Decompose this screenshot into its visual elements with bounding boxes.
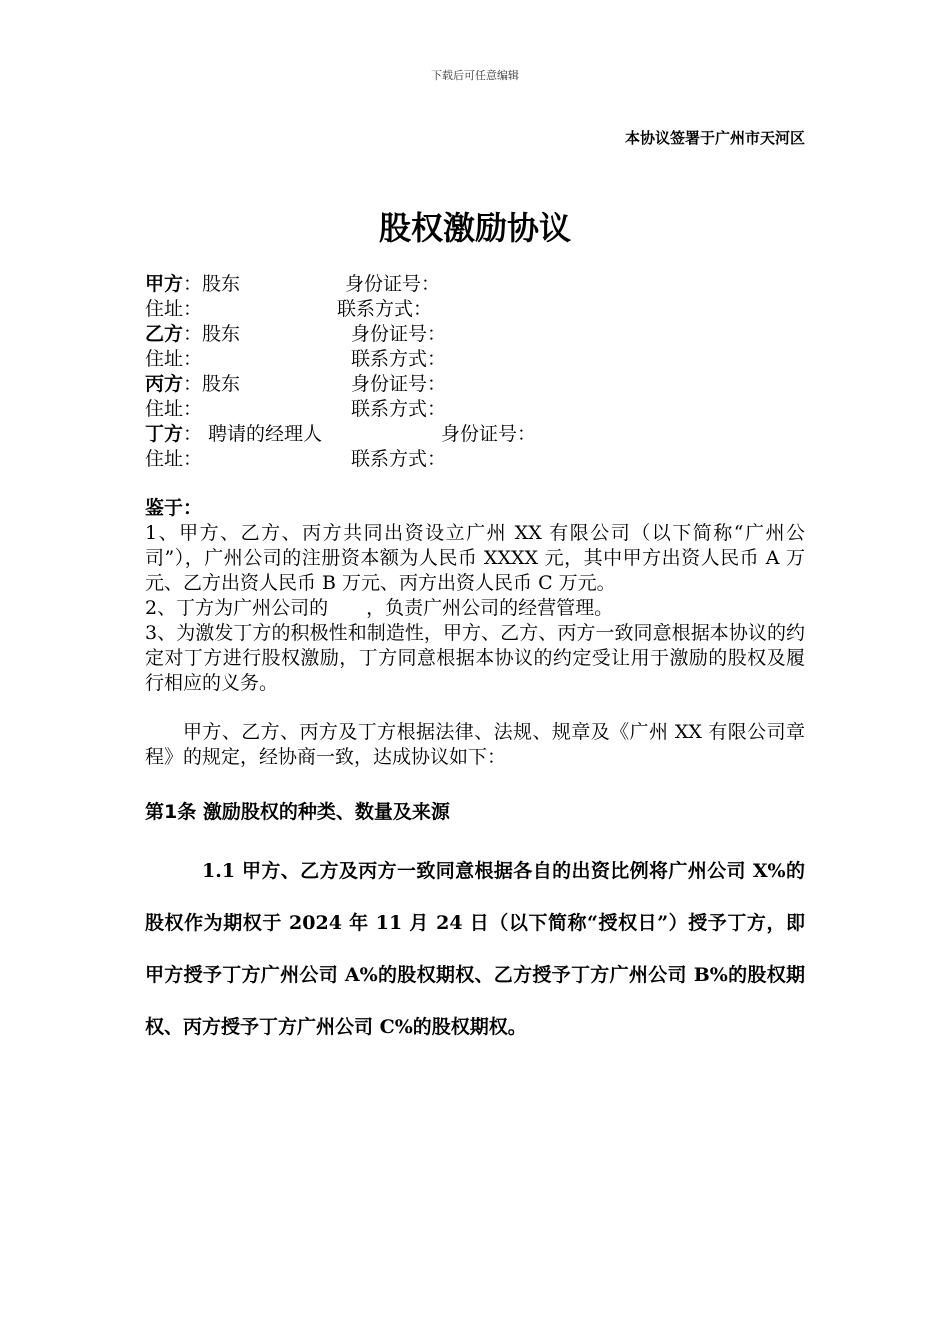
document-body [145, 272, 805, 1072]
whereas-item-3: 3、为激发丁方的积极性和制造性，甲方、乙方、丙方一致同意根据本协议的约定对丁方进行股权激励，丁方同意根据本协议的约定受让用于激励的股权及履行相应的义务。 [145, 622, 805, 694]
party-b-address-label: 住址： [145, 348, 203, 370]
party-b-id-label: 身份证号： [351, 323, 447, 345]
header-note: 下载后可任意编辑 [431, 69, 519, 82]
party-b-address-line [145, 347, 805, 372]
party-c-address-label: 住址： [145, 398, 203, 420]
article-1-clause-1-1: 1.1 甲方、乙方及丙方一致同意根据各自的出资比例将广州公司 X%的股权作为期权于 2024 年 11 月 24 日（以下简称“授权日”）授予丁方，即甲方授予丁方广州公司 A%的股权期权、乙方授予丁方广州公司 B%的股权期权、丙方授予丁方广州公司 C%的股权期权。 [145, 860, 805, 1038]
whereas-item-2: 2、丁方为广州公司的 ，负责广州公司的经营管理。 [145, 597, 614, 619]
party-b-line [145, 322, 805, 347]
party-c-id-label: 身份证号： [351, 373, 447, 395]
sign-location: 本协议签署于广州市天河区 [624, 129, 805, 147]
party-c-address-line [145, 397, 805, 422]
party-d-id-label: 身份证号： [441, 423, 537, 445]
party-c-line [145, 372, 805, 397]
party-a-address-line [145, 297, 805, 322]
party-d-address-label: 住址： [145, 448, 203, 470]
party-d-line [145, 422, 805, 447]
party-c-role: ：股东 [183, 373, 241, 395]
party-a-contact-label: 联系方式： [337, 298, 433, 320]
party-a-address-label: 住址： [145, 298, 203, 320]
party-d-role: ： 聘请的经理人 [183, 423, 323, 445]
whereas-label: 鉴于： [145, 497, 203, 519]
article-1-title: 第1条 激励股权的种类、数量及来源 [145, 801, 450, 823]
party-c-label: 丙方 [145, 373, 184, 395]
party-b-role: ：股东 [183, 323, 241, 345]
party-d-label: 丁方 [145, 423, 184, 445]
party-b-contact-label: 联系方式： [351, 348, 447, 370]
party-a-id-label: 身份证号： [345, 273, 441, 295]
document-title: 股权激励协议 [378, 209, 571, 247]
party-a-line [145, 272, 805, 297]
party-b-label: 乙方 [145, 323, 184, 345]
party-a-label: 甲方 [145, 273, 184, 295]
party-d-contact-label: 联系方式： [351, 448, 447, 470]
party-a-role: ：股东 [183, 273, 241, 295]
party-c-contact-label: 联系方式： [351, 398, 447, 420]
whereas-item-1: 1、甲方、乙方、丙方共同出资设立广州 XX 有限公司（以下简称“广州公司”），广州公司的注册资本额为人民币 XXXX 元，其中甲方出资人民币 A 万元、乙方出资人民币 B 万元、丙方出资人民币 C 万元。 [145, 522, 805, 594]
agreement-intro: 甲方、乙方、丙方及丁方根据法律、法规、规章及《广州 XX 有限公司章程》的规定，经协商一致，达成协议如下： [145, 721, 805, 768]
party-d-address-line [145, 447, 805, 472]
